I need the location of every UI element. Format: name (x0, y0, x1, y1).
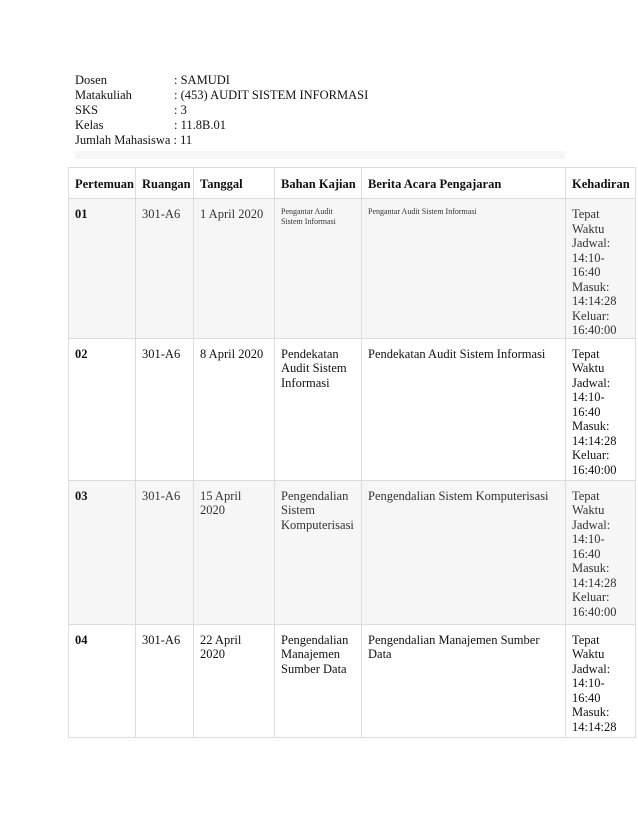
cell-ruangan: 301-A6 (136, 480, 194, 624)
info-row-sks (75, 103, 368, 118)
cell-berita-acara: Pengendalian Manajemen Sumber Data (362, 624, 566, 737)
cell-tanggal: 22 April 2020 (194, 624, 275, 737)
info-row-matakuliah (75, 88, 368, 103)
info-label: Matakuliah (75, 88, 132, 102)
cell-tanggal: 8 April 2020 (194, 338, 275, 480)
cell-kehadiran: Tepat Waktu Jadwal: 14:10-16:40 Masuk: 14:14:28 Keluar: 16:40:00 (566, 480, 636, 624)
cell-pertemuan: 03 (69, 480, 136, 624)
course-info (75, 73, 368, 148)
cell-tanggal: 1 April 2020 (194, 199, 275, 339)
cell-ruangan: 301-A6 (136, 199, 194, 339)
column-header-tanggal: Tanggal (194, 168, 275, 199)
info-value: : 3 (174, 103, 187, 117)
cell-tanggal: 15 April 2020 (194, 480, 275, 624)
column-header-pertemuan: Pertemuan (69, 168, 136, 199)
cell-pertemuan: 04 (69, 624, 136, 737)
cell-berita-acara: Pendekatan Audit Sistem Informasi (362, 338, 566, 480)
info-row-jumlah-mahasiswa (75, 133, 368, 148)
cell-ruangan: 301-A6 (136, 624, 194, 737)
column-header-kehadiran: Kehadiran (566, 168, 636, 199)
info-value: : 11.8B.01 (174, 118, 226, 132)
cell-bahan-kajian: Pendekatan Audit Sistem Informasi (275, 338, 362, 480)
column-header-berita-acara: Berita Acara Pengajaran (362, 168, 566, 199)
info-label: SKS (75, 103, 98, 117)
info-label: Dosen (75, 73, 107, 87)
info-row-kelas (75, 118, 368, 133)
attendance-table (68, 167, 636, 738)
cell-pertemuan: 01 (69, 199, 136, 339)
info-value: : SAMUDI (174, 73, 230, 87)
cell-pertemuan: 02 (69, 338, 136, 480)
cell-bahan-kajian: Pengendalian Sistem Komputerisasi (275, 480, 362, 624)
column-header-bahan-kajian: Bahan Kajian (275, 168, 362, 199)
info-row-dosen (75, 73, 368, 88)
cell-kehadiran: Tepat Waktu Jadwal: 14:10-16:40 Masuk: 14:14:28 Keluar: 16:40:00 (566, 338, 636, 480)
cell-berita-acara: Pengantar Audit Sistem Informasi (362, 199, 566, 339)
info-value: : (453) AUDIT SISTEM INFORMASI (174, 88, 369, 102)
cell-kehadiran: Tepat Waktu Jadwal: 14:10-16:40 Masuk: 14:14:28 (566, 624, 636, 737)
cell-bahan-kajian: Pengantar Audit Sistem Informasi (275, 199, 362, 339)
column-header-ruangan: Ruangan (136, 168, 194, 199)
table-header-row (69, 168, 636, 199)
info-label: Jumlah Mahasiswa (75, 133, 171, 147)
cell-bahan-kajian: Pengendalian Manajemen Sumber Data (275, 624, 362, 737)
cell-ruangan: 301-A6 (136, 338, 194, 480)
divider (75, 151, 565, 159)
info-label: Kelas (75, 118, 104, 132)
cell-berita-acara: Pengendalian Sistem Komputerisasi (362, 480, 566, 624)
info-value: : 11 (173, 133, 193, 147)
table-row (69, 624, 636, 737)
table-row (69, 480, 636, 624)
table-row (69, 199, 636, 339)
table-row (69, 338, 636, 480)
cell-kehadiran: Tepat Waktu Jadwal: 14:10-16:40 Masuk: 14:14:28 Keluar: 16:40:00 (566, 199, 636, 339)
